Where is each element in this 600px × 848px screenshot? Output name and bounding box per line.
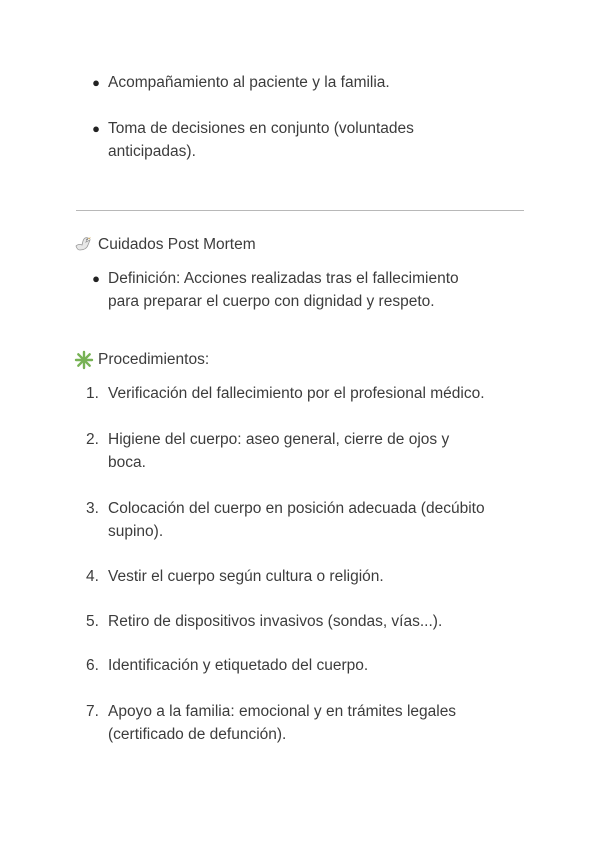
definition-line: para preparar el cuerpo con dignidad y respeto. xyxy=(108,293,435,310)
procedure-text: supino). xyxy=(108,523,164,540)
procedures-heading xyxy=(74,348,209,371)
procedure-text: Identificación y etiquetado del cuerpo. xyxy=(108,657,369,674)
procedure-item-1 xyxy=(0,382,600,405)
procedure-number: 5. xyxy=(86,613,99,630)
procedure-text: boca. xyxy=(108,454,146,471)
post-mortem-title: Cuidados Post Mortem xyxy=(98,236,256,253)
section-divider xyxy=(76,210,524,211)
post-mortem-heading xyxy=(74,233,256,256)
procedure-number: 7. xyxy=(86,703,99,720)
procedure-number: 1. xyxy=(86,385,99,402)
procedure-item-7 xyxy=(0,700,600,746)
procedure-text: (certificado de defunción). xyxy=(108,726,287,743)
procedure-number: 3. xyxy=(86,500,99,517)
sparkle-icon xyxy=(74,350,94,370)
procedure-text: Colocación del cuerpo en posición adecuada (decúbito xyxy=(108,500,485,517)
procedure-number: 6. xyxy=(86,657,99,674)
bullet-dot: ● xyxy=(92,75,100,90)
procedure-number: 2. xyxy=(86,431,99,448)
procedure-item-5 xyxy=(0,610,600,633)
intro-bullet-2 xyxy=(0,117,600,163)
intro-bullet-1 xyxy=(0,71,600,94)
procedure-item-2 xyxy=(0,428,600,474)
procedure-text: Higiene del cuerpo: aseo general, cierre de ojos y xyxy=(108,431,450,448)
bullet-text-line: Toma de decisiones en conjunto (voluntades xyxy=(108,120,414,137)
definition-bullet xyxy=(0,267,600,313)
procedure-number: 4. xyxy=(86,568,99,585)
bullet-text-line: anticipadas). xyxy=(108,143,196,160)
definition-line: Definición: Acciones realizadas tras el fallecimiento xyxy=(108,270,459,287)
procedure-item-6 xyxy=(0,654,600,677)
procedure-text: Vestir el cuerpo según cultura o religión. xyxy=(108,568,384,585)
procedures-title: Procedimientos: xyxy=(98,351,210,368)
procedure-item-4 xyxy=(0,565,600,588)
procedure-text: Apoyo a la familia: emocional y en trámites legales xyxy=(108,703,457,720)
bullet-text: Acompañamiento al paciente y la familia. xyxy=(108,74,390,91)
procedure-text: Retiro de dispositivos invasivos (sondas, vías...). xyxy=(108,613,443,630)
dove-icon xyxy=(74,235,94,255)
procedure-text: Verificación del fallecimiento por el profesional médico. xyxy=(108,385,485,402)
bullet-dot: ● xyxy=(92,271,100,286)
bullet-dot: ● xyxy=(92,121,100,136)
procedure-item-3 xyxy=(0,497,600,543)
